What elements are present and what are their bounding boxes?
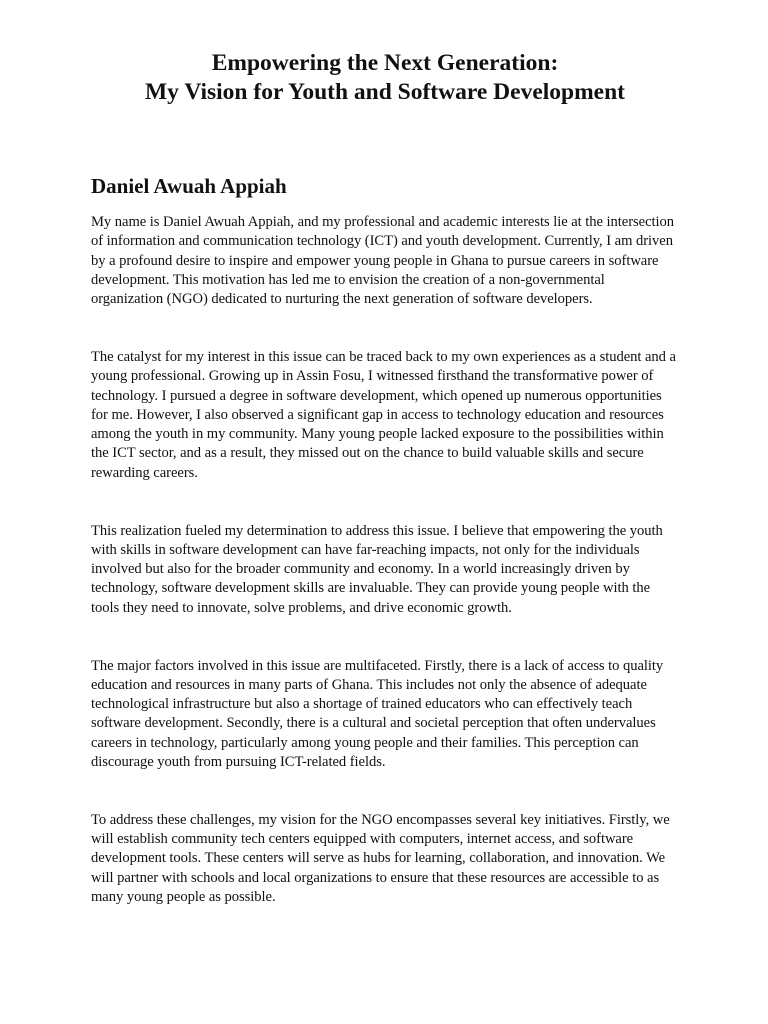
document-title-line-2: My Vision for Youth and Software Development [144, 79, 626, 105]
paragraph-5: To address these challenges, my vision for the NGO encompasses several key initiatives. Firstly, we will establish community tech centers equipped with computers, internet access, and software development tools. These centers will serve as hubs for learning, collaboration, and innovation. We will partner with schools and local organizations to ensure that these resources are accessible to as many young people as possible. [91, 811, 670, 906]
paragraph-3: This realization fueled my determination to address this issue. I believe that empowering the youth with skills in software development can have far-reaching impacts, not only for the individuals involved but also for the broader community and economy. In a world increasingly driven by technology, software development skills are invaluable. They can provide young people with the tools they need to innovate, solve problems, and drive economic growth. [91, 522, 663, 616]
document-title-line-1: Empowering the Next Generation: [211, 50, 559, 76]
paragraph-4: The major factors involved in this issue are multifaceted. Firstly, there is a lack of access to quality education and resources in many parts of Ghana. This includes not only the absence of adequate technological infrastructure but also a shortage of trained educators who can effectively teach software development. Secondly, there is a cultural and societal perception that often undervalues careers in technology, particularly among young people and their families. This perception can discourage youth from pursuing ICT-related fields. [91, 657, 664, 771]
author-name: Daniel Awuah Appiah [91, 174, 287, 198]
document-page [91, 0, 679, 907]
document-title [91, 49, 679, 107]
paragraph-1: My name is Daniel Awuah Appiah, and my professional and academic interests lie at the intersection of information and communication technology (ICT) and youth development. Currently, I am driven by a profound desire to inspire and empower young people in Ghana to pursue careers in software development. This motivation has led me to envision the creation of a non-governmental organization (NGO) dedicated to nurturing the next generation of software developers. [91, 214, 675, 308]
paragraph-2: The catalyst for my interest in this issue can be traced back to my own experiences as a student and a young professional. Growing up in Assin Fosu, I witnessed firsthand the transformative power of technology. I pursued a degree in software development, which opened up numerous opportunities for me. However, I also observed a significant gap in access to technology education and resources among the youth in my community. Many young people lacked exposure to the possibilities within the ICT sector, and as a result, they missed out on the chance to build valuable skills and secure rewarding careers. [91, 348, 676, 481]
